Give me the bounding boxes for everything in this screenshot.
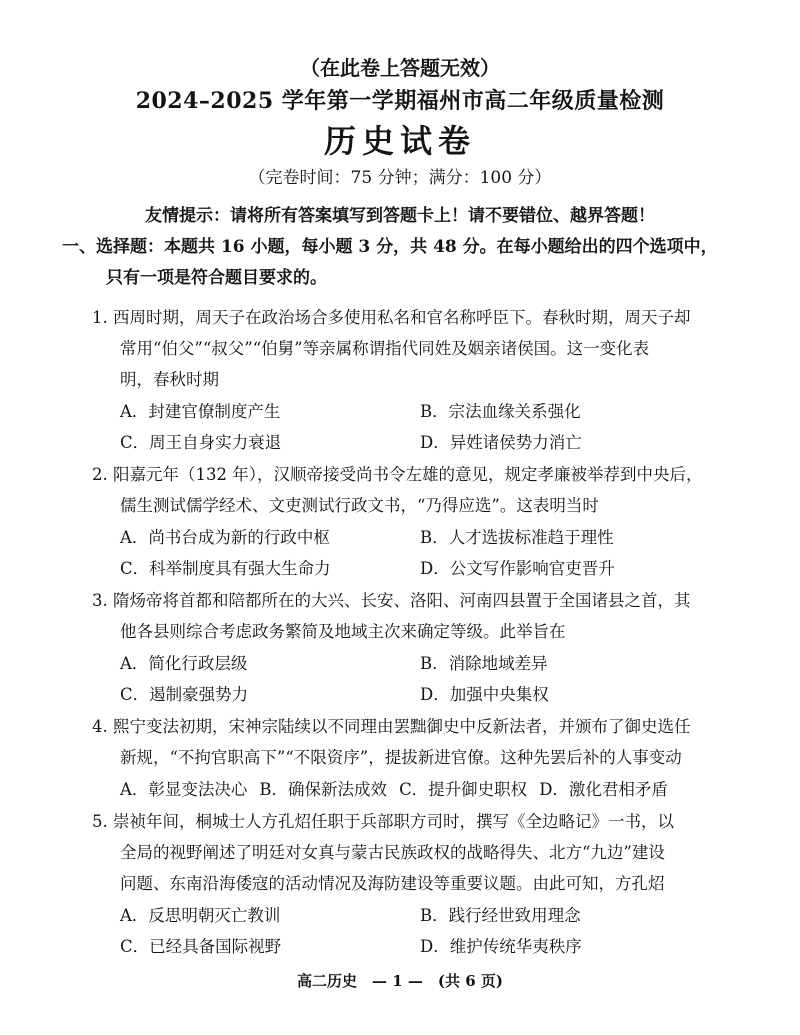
question-4-line-1: 4. 熙宁变法初期，宋神宗陆续以不同理由罢黜御史中反新法者，并颁布了御史选任 [92,717,691,736]
answer-invalid-notice: （在此卷上答题无效） [300,56,500,80]
section-heading [62,232,762,294]
section-line-1: 一、选择题：本题共 16 小题，每小题 3 分，共 48 分。在每小题给出的四个选项中， [62,237,718,257]
question-2-options [120,522,740,584]
question-1-option-b: B．宗法血缘关系强化 [420,402,581,421]
question-5-option-c: C．已经具备国际视野 [120,937,282,956]
question-4-options [120,774,740,805]
question-1-line-2: 常用“伯父”“叔父”“伯舅”等亲属称谓指代同姓及姻亲诸侯国。这一变化表 [120,339,650,358]
question-1-line-3: 明，春秋时期 [120,370,219,389]
question-2 [92,459,760,521]
question-5-options [120,900,740,962]
question-3-option-c: C．遏制豪强势力 [120,685,249,704]
question-2-option-c: C．科举制度具有强大生命力 [120,559,331,578]
question-5 [92,806,760,899]
question-3-line-1: 3. 隋炀帝将首都和陪都所在的大兴、长安、洛阳、河南四县置于全国诸县之首，其 [92,591,691,610]
question-3-options [120,648,740,710]
question-2-option-a: A．尚书台成为新的行政中枢 [120,528,330,547]
question-4 [92,711,760,773]
question-4-line-2: 新规，“不拘官职高下”“不限资序”，提拔新进官僚。这种先罢后补的人事变动 [120,748,682,767]
subject-title: 历史试卷 [323,122,476,160]
question-4-option-d: D．激化君相矛盾 [539,780,668,799]
friendly-tip: 友情提示：请将所有答案填写到答题卡上！请不要错位、越界答题！ [145,206,655,226]
question-2-line-1: 2. 阳嘉元年（132 年），汉顺帝接受尚书令左雄的意见，规定孝廉被举荐到中央后， [92,465,703,484]
exam-time-info: （完卷时间：75 分钟；满分：100 分） [248,168,552,188]
question-5-option-d: D．维护传统华夷秩序 [420,937,582,956]
question-4-option-b: B．确保新法成效 [259,780,388,799]
question-5-line-1: 5. 崇祯年间，桐城士人方孔炤任职于兵部职方司时，撰写《全边略记》一书，以 [92,812,674,831]
question-2-line-2: 儒生测试儒学经术、文吏测试行政文书，“乃得应选”。这表明当时 [120,496,599,515]
question-1 [92,302,760,395]
question-5-line-2: 全局的视野阐述了明廷对女真与蒙古民族政权的战略得失、北方“九边”建设 [120,843,665,862]
question-2-option-d: D．公文写作影响官吏晋升 [420,559,615,578]
question-5-option-a: A．反思明朝灭亡教训 [120,906,281,925]
question-3-option-b: B．消除地域差异 [420,654,548,673]
question-1-option-c: C．周王自身实力衰退 [120,433,282,452]
question-3 [92,585,760,647]
question-4-option-c: C．提升御史职权 [399,780,528,799]
question-4-option-a: A．彰显变法决心 [120,780,248,799]
question-1-option-a: A．封建官僚制度产生 [120,402,281,421]
question-3-option-d: D．加强中央集权 [420,685,549,704]
question-2-option-b: B．人才选拔标准趋于理性 [420,528,614,547]
page-footer: 高二历史 — 1 — (共 6 页) [297,972,503,990]
exam-title: 2024–2025 学年第一学期福州市高二年级质量检测 [135,88,665,114]
question-5-option-b: B．践行经世致用理念 [420,906,581,925]
section-line-2: 只有一项是符合题目要求的。 [106,268,327,288]
question-3-option-a: A．简化行政层级 [120,654,248,673]
question-1-option-d: D．异姓诸侯势力消亡 [420,433,582,452]
question-1-options [120,396,740,458]
question-3-line-2: 他各县则综合考虑政务繁简及地域主次来确定等级。此举旨在 [120,622,566,641]
question-5-line-3: 问题、东南沿海倭寇的活动情况及海防建设等重要议题。由此可知，方孔炤 [120,874,665,893]
question-1-line-1: 1. 西周时期，周天子在政治场合多使用私名和官名称呼臣下。春秋时期，周天子却 [92,308,691,327]
